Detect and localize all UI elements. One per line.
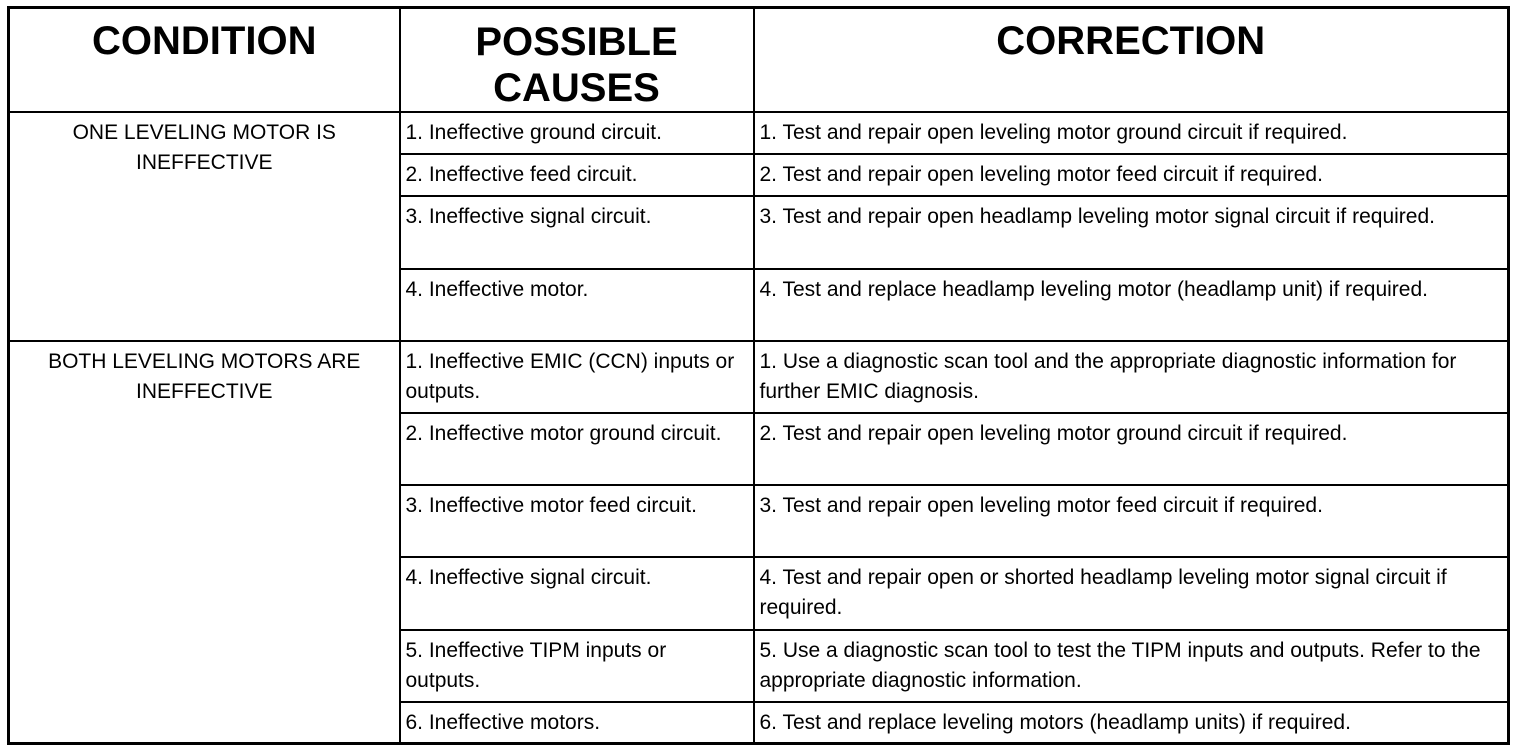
table-row [9, 341, 1509, 413]
correction-cell: 2. Test and repair open leveling motor feed circuit if required. [754, 154, 1509, 196]
cause-cell: 4. Ineffective motor. [400, 269, 754, 341]
correction-cell: 4. Test and replace headlamp leveling motor (headlamp unit) if required. [754, 269, 1509, 341]
header-correction: CORRECTION [754, 8, 1509, 113]
correction-cell: 3. Test and repair open headlamp leveling motor signal circuit if required. [754, 196, 1509, 269]
cause-cell: 2. Ineffective motor ground circuit. [400, 413, 754, 485]
header-row [9, 8, 1509, 113]
cause-cell: 2. Ineffective feed circuit. [400, 154, 754, 196]
cause-cell: 3. Ineffective signal circuit. [400, 196, 754, 269]
correction-cell: 2. Test and repair open leveling motor ground circuit if required. [754, 413, 1509, 485]
cause-cell: 3. Ineffective motor feed circuit. [400, 485, 754, 557]
cause-cell: 6. Ineffective motors. [400, 702, 754, 744]
cause-cell: 1. Ineffective EMIC (CCN) inputs or outputs. [400, 341, 754, 413]
correction-cell: 4. Test and repair open or shorted headlamp leveling motor signal circuit if required. [754, 557, 1509, 630]
condition-cell: BOTH LEVELING MOTORS ARE INEFFECTIVE [9, 341, 400, 744]
cause-cell: 4. Ineffective signal circuit. [400, 557, 754, 630]
header-possible-causes: POSSIBLE CAUSES [400, 8, 754, 113]
correction-cell: 1. Use a diagnostic scan tool and the appropriate diagnostic information for further EMIC diagnosis. [754, 341, 1509, 413]
header-condition: CONDITION [9, 8, 400, 113]
correction-cell: 5. Use a diagnostic scan tool to test the TIPM inputs and outputs. Refer to the appropriate diagnostic information. [754, 630, 1509, 702]
correction-cell: 3. Test and repair open leveling motor feed circuit if required. [754, 485, 1509, 557]
cause-cell: 1. Ineffective ground circuit. [400, 112, 754, 154]
table-row [9, 112, 1509, 154]
correction-cell: 6. Test and replace leveling motors (headlamp units) if required. [754, 702, 1509, 744]
correction-cell: 1. Test and repair open leveling motor ground circuit if required. [754, 112, 1509, 154]
diagnosis-table [7, 6, 1510, 745]
condition-cell: ONE LEVELING MOTOR IS INEFFECTIVE [9, 112, 400, 341]
cause-cell: 5. Ineffective TIPM inputs or outputs. [400, 630, 754, 702]
